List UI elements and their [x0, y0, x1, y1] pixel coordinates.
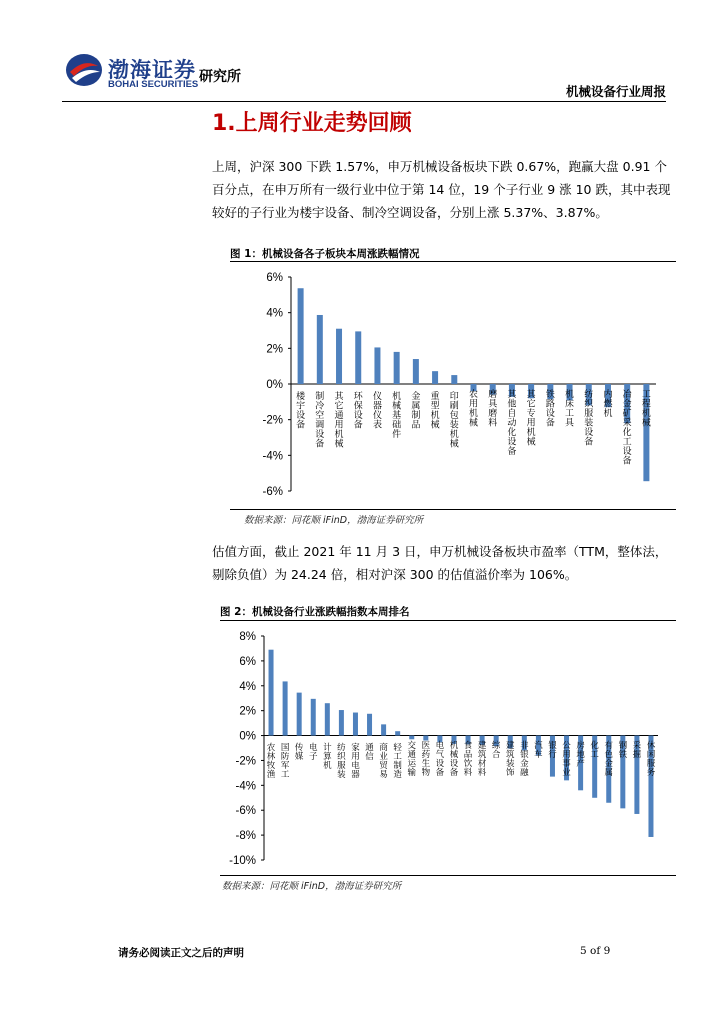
category-label: 印刷包装机械 [449, 392, 459, 450]
category-label: 采掘 [632, 741, 642, 761]
category-label: 休闲服务 [646, 741, 656, 779]
category-label: 非银金融 [520, 741, 529, 779]
category-label: 公用事业 [562, 741, 571, 779]
y-tick-label: 0% [239, 730, 256, 743]
y-tick-label: -2% [235, 755, 256, 768]
category-label: 通信 [365, 743, 374, 763]
category-label: 纺织服装设备 [584, 390, 594, 448]
category-label: 家用电器 [351, 743, 360, 781]
category-label: 内燃机 [603, 390, 613, 419]
y-tick-label: 2% [239, 705, 256, 718]
y-tick-label: 4% [266, 307, 283, 320]
category-label: 农用机械 [468, 390, 479, 429]
bar [269, 650, 274, 736]
category-label: 轻工制造 [393, 743, 402, 781]
figure-2-source: 数据来源：同花顺 iFinD，渤海证券研究所 [222, 881, 402, 892]
category-label: 交通运输 [407, 741, 417, 779]
category-label: 工程机械 [641, 390, 651, 429]
category-label: 食品饮料 [463, 741, 473, 779]
y-tick-label: 0% [266, 379, 283, 391]
page-number: 5 of 9 [580, 945, 611, 957]
y-tick-label: -4% [235, 780, 256, 793]
category-label: 铁路设备 [545, 390, 555, 429]
section-title: 1.上周行业走势回顾 [212, 111, 412, 136]
category-label: 机械设备 [449, 741, 459, 779]
y-tick-label: -10% [229, 855, 256, 867]
category-label: 国防军工 [280, 743, 290, 781]
y-tick-label: 2% [266, 343, 283, 356]
category-label: 银行 [548, 741, 557, 761]
category-label: 建筑材料 [477, 741, 487, 779]
category-label: 电子 [308, 743, 318, 763]
bar [339, 710, 344, 736]
category-label: 金属制品 [411, 392, 421, 431]
brand-name-cn: 渤海证券 [108, 57, 196, 82]
y-tick-label: -4% [262, 450, 283, 463]
category-label: 其他自动化设备 [507, 390, 517, 457]
category-label: 其它专用机械 [526, 390, 536, 448]
paragraph-market-review: 上周，沪深 300 下跌 1.57%，申万机械设备板块下跌 0.67%，跑赢大盘 0.91 个百分点，在申万所有一级行业中位于第 14 位，19 个子行业 9 涨 10 跌，其中表现较好的子行业为楼宇设备、制冷空调设备，分别上涨 5.37%、3.87%。 [212, 159, 671, 220]
category-label: 电气设备 [435, 741, 445, 779]
category-label: 机床工具 [565, 390, 575, 429]
category-label: 房地产 [576, 741, 585, 770]
figure-2-bottom-rule [220, 875, 676, 876]
footer-disclaimer: 请务必阅读正文之后的声明 [118, 947, 244, 959]
bar [325, 703, 330, 735]
figure-1-source: 数据来源：同花顺 iFinD，渤海证券研究所 [244, 515, 424, 526]
category-label: 制冷空调设备 [315, 392, 325, 450]
bar [423, 736, 428, 741]
category-label: 农林牧渔 [266, 743, 276, 781]
report-title: 机械设备行业周报 [565, 84, 666, 99]
category-label: 传媒 [294, 743, 304, 763]
category-label: 医药生物 [421, 741, 431, 779]
category-label: 机械基础件 [392, 392, 402, 440]
category-label: 冶金矿采化工设备 [622, 390, 632, 467]
bar [283, 681, 288, 735]
category-label: 楼宇设备 [296, 392, 306, 431]
department-label: 研究所 [199, 69, 241, 85]
bar [367, 714, 372, 736]
category-label: 汽车 [534, 741, 543, 761]
y-tick-label: -8% [235, 830, 256, 843]
paragraph-valuation: 估值方面，截止 2021 年 11 月 3 日，申万机械设备板块市盈率（TTM，整体法，剔除负值）为 24.24 倍，相对沪深 300 的估值溢价率为 106%。 [212, 544, 668, 582]
category-label: 仪器仪表 [372, 392, 382, 431]
category-label: 计算机 [323, 743, 332, 772]
y-tick-label: 4% [239, 680, 256, 693]
category-label: 建筑装饰 [505, 741, 515, 779]
category-label: 综合 [491, 741, 501, 761]
category-label: 其它通用机械 [334, 392, 344, 450]
bar [395, 731, 400, 735]
y-tick-label: -6% [262, 486, 283, 498]
category-label: 环保设备 [353, 392, 363, 431]
brand-name-en: BOHAI SECURITIES [108, 79, 199, 90]
figure-2-title: 图 2：机械设备行业涨跌幅指数本周排名 [220, 606, 410, 618]
category-label: 磨具磨料 [488, 390, 498, 429]
category-label: 纺织服装 [337, 743, 346, 781]
category-label: 钢铁 [618, 741, 628, 761]
bar [311, 699, 316, 736]
y-tick-label: -6% [235, 805, 256, 818]
y-tick-label: 6% [266, 272, 283, 284]
bar [409, 736, 414, 740]
bar [297, 693, 302, 736]
figure-1-title: 图 1：机械设备各子板块本周涨跌幅情况 [230, 248, 420, 260]
bar [381, 724, 386, 735]
category-label: 有色金属 [604, 741, 614, 779]
y-tick-label: 6% [239, 655, 256, 668]
y-tick-label: 8% [239, 631, 256, 643]
category-label: 化工 [590, 741, 599, 761]
y-tick-label: -2% [262, 414, 283, 427]
category-label: 重型机械 [430, 392, 440, 431]
category-label: 商业贸易 [379, 743, 388, 781]
bar [353, 713, 358, 736]
